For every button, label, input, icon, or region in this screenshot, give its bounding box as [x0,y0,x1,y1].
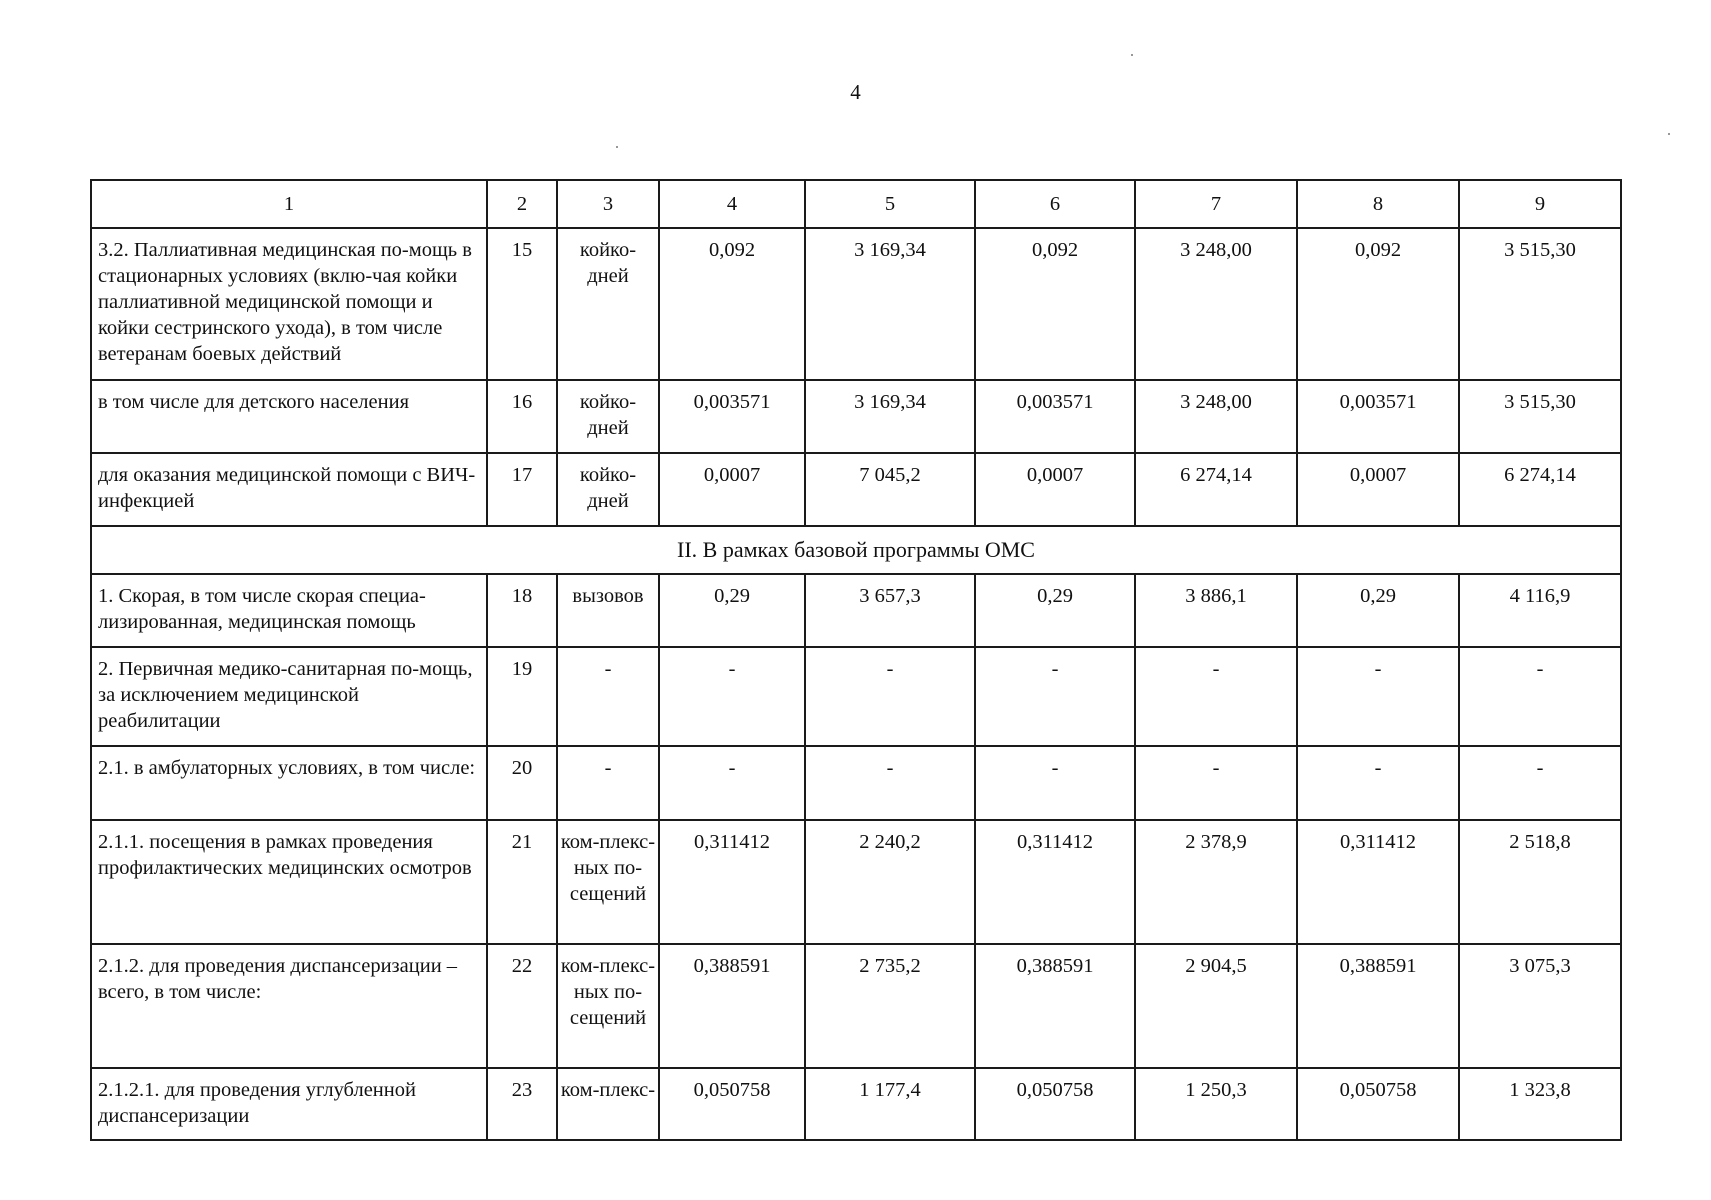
row-value: 0,092 [659,228,805,380]
row-unit: - [557,647,659,746]
row-value: 0,0007 [659,453,805,526]
row-value: 2 378,9 [1135,820,1297,944]
table-row [91,453,1621,526]
table-row [91,944,1621,1068]
section-heading: II. В рамках базовой программы ОМС [91,526,1621,574]
row-value: 0,0007 [1297,453,1459,526]
row-value: 0,050758 [659,1068,805,1140]
table-row [91,1068,1621,1140]
row-value: 1 323,8 [1459,1068,1621,1140]
row-value: 0,050758 [1297,1068,1459,1140]
row-value: 3 515,30 [1459,380,1621,453]
row-number: 23 [487,1068,557,1140]
row-value: - [1297,647,1459,746]
row-unit: ком-плекс- [557,1068,659,1140]
row-value: 0,003571 [1297,380,1459,453]
column-header: 7 [1135,180,1297,228]
row-value: 0,311412 [975,820,1135,944]
row-value: 4 116,9 [1459,574,1621,647]
row-value: - [1459,647,1621,746]
row-value: 1 177,4 [805,1068,975,1140]
row-value: 3 248,00 [1135,228,1297,380]
row-number: 19 [487,647,557,746]
row-unit: ком-плекс-ных по-сещений [557,820,659,944]
row-value: - [975,647,1135,746]
row-value: 0,29 [975,574,1135,647]
data-table [90,179,1622,1141]
row-number: 15 [487,228,557,380]
row-value: 0,388591 [975,944,1135,1068]
column-header: 6 [975,180,1135,228]
row-value: 3 886,1 [1135,574,1297,647]
row-name: 2.1.2. для проведения диспансеризации – всего, в том числе: [91,944,487,1068]
row-value: 0,311412 [1297,820,1459,944]
row-value: 0,050758 [975,1068,1135,1140]
section-heading-row [91,526,1621,574]
row-unit: - [557,746,659,820]
scan-speck [1668,133,1670,135]
row-value: 2 240,2 [805,820,975,944]
row-value: 0,29 [1297,574,1459,647]
column-header: 8 [1297,180,1459,228]
row-value: 0,092 [1297,228,1459,380]
row-value: 0,388591 [659,944,805,1068]
row-name: 2.1.1. посещения в рамках проведения профилактических медицинских осмотров [91,820,487,944]
row-value: - [805,746,975,820]
column-header: 3 [557,180,659,228]
row-unit: ком-плекс-ных по-сещений [557,944,659,1068]
row-value: 0,003571 [659,380,805,453]
row-value: 0,092 [975,228,1135,380]
column-header: 9 [1459,180,1621,228]
page-number: 4 [850,80,861,104]
row-value: - [659,746,805,820]
row-value: 2 518,8 [1459,820,1621,944]
row-unit: койко-дней [557,453,659,526]
row-value: 6 274,14 [1459,453,1621,526]
row-value: - [659,647,805,746]
row-value: 2 904,5 [1135,944,1297,1068]
row-value: 0,0007 [975,453,1135,526]
table-row [91,746,1621,820]
row-value: 1 250,3 [1135,1068,1297,1140]
row-number: 17 [487,453,557,526]
row-number: 16 [487,380,557,453]
row-value: - [975,746,1135,820]
row-name: 1. Скорая, в том числе скорая специа-лизированная, медицинская помощь [91,574,487,647]
row-value: - [805,647,975,746]
scan-speck [1131,54,1133,56]
row-value: 7 045,2 [805,453,975,526]
row-unit: койко-дней [557,380,659,453]
row-value: - [1135,746,1297,820]
row-value: 0,311412 [659,820,805,944]
column-header: 5 [805,180,975,228]
scan-speck [616,146,618,148]
row-number: 18 [487,574,557,647]
row-name: 3.2. Паллиативная медицинская по-мощь в стационарных условиях (вклю-чая койки паллиативной медицинской помощи и койки сестринского ухода), в том числе ветеранам боевых действий [91,228,487,380]
row-unit: койко-дней [557,228,659,380]
row-number: 21 [487,820,557,944]
row-value: 3 657,3 [805,574,975,647]
row-value: 3 248,00 [1135,380,1297,453]
table-row [91,647,1621,746]
row-name: 2.1.2.1. для проведения углубленной диспансеризации [91,1068,487,1140]
row-name: 2.1. в амбулаторных условиях, в том числе: [91,746,487,820]
table-row [91,228,1621,380]
table-row [91,574,1621,647]
column-header: 2 [487,180,557,228]
row-value: 2 735,2 [805,944,975,1068]
row-value: 3 075,3 [1459,944,1621,1068]
row-name: в том числе для детского населения [91,380,487,453]
row-value: 0,388591 [1297,944,1459,1068]
row-number: 20 [487,746,557,820]
column-header: 4 [659,180,805,228]
row-value: 3 515,30 [1459,228,1621,380]
row-value: 3 169,34 [805,228,975,380]
row-value: 3 169,34 [805,380,975,453]
table-row [91,380,1621,453]
row-value: 0,003571 [975,380,1135,453]
row-value: - [1135,647,1297,746]
row-value: 6 274,14 [1135,453,1297,526]
column-number-row [91,180,1621,228]
table-row [91,820,1621,944]
row-unit: вызовов [557,574,659,647]
row-value: - [1459,746,1621,820]
row-name: 2. Первичная медико-санитарная по-мощь, за исключением медицинской реабилитации [91,647,487,746]
row-number: 22 [487,944,557,1068]
column-header: 1 [91,180,487,228]
row-value: 0,29 [659,574,805,647]
row-name: для оказания медицинской помощи с ВИЧ-инфекцией [91,453,487,526]
row-value: - [1297,746,1459,820]
